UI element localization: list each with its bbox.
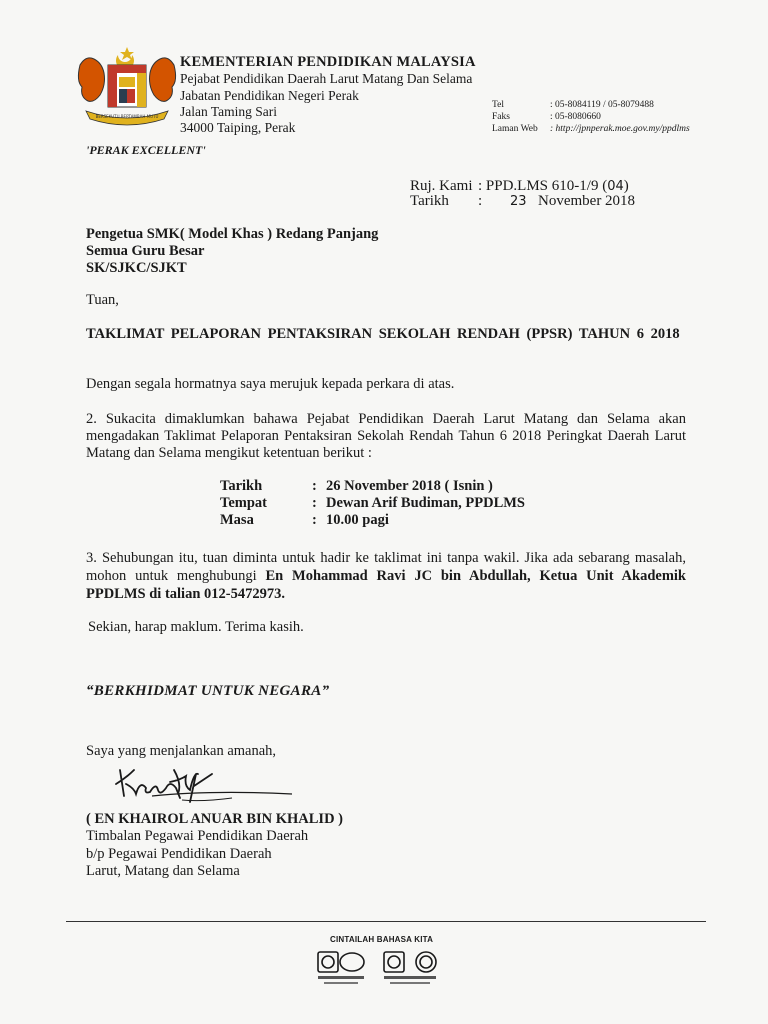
subject: TAKLIMAT PELAPORAN PENTAKSIRAN SEKOLAH RENDAH (PPSR) TAHUN 6 2018 — [86, 326, 680, 342]
salutation: Tuan, — [86, 292, 119, 308]
motto: 'PERAK EXCELLENT' — [86, 143, 206, 157]
signer-name: ( EN KHAIROL ANUAR BIN KHALID ) — [86, 811, 343, 827]
ruj-label: Ruj. Kami — [410, 178, 473, 194]
recipient-line-3: SK/SJKC/SJKT — [86, 260, 187, 276]
contact-web — [492, 124, 690, 134]
contact-person: En Mohammad Ravi JC bin Abdullah, Ketua Unit Akademik PPDLMS di talian 012-5472973. — [86, 568, 686, 602]
office-line-1: Pejabat Pendidikan Daerah Larut Matang Dan Selama — [180, 71, 473, 86]
paragraph-1: Dengan segala hormatnya saya merujuk kepada perkara di atas. — [86, 376, 455, 392]
closing: Sekian, harap maklum. Terima kasih. — [88, 619, 304, 635]
ruj-close: ) — [623, 178, 629, 194]
tarikh-colon: : — [478, 193, 483, 209]
ruj-value: : PPD.LMS 610-1/9 ( — [478, 178, 608, 194]
ruj-handwritten: 04 — [607, 179, 624, 194]
jata-negara-crest-icon — [72, 45, 182, 130]
tarikh-rest: November 2018 — [538, 193, 636, 209]
office-line-4: 34000 Taiping, Perak — [180, 120, 296, 135]
tarikh-label: Tarikh — [410, 193, 449, 209]
detail-key: Masa — [220, 512, 254, 528]
footer-slogan: CINTAILAH BAHASA KITA — [330, 935, 434, 944]
paragraph-3-text: 3. Sehubungan itu, tuan diminta untuk hadir ke taklimat ini tanpa wakil. Jika ada sebarang masalah, mohon untuk menghubungi — [86, 550, 686, 584]
tel-label: Tel — [492, 100, 504, 110]
footer-divider — [66, 921, 706, 922]
ministry-name: KEMENTERIAN PENDIDIKAN MALAYSIA — [180, 54, 476, 70]
recipient-line-2: Semua Guru Besar — [86, 243, 205, 259]
detail-row-masa: Masa : 10.00 pagi — [220, 512, 389, 528]
detail-key: Tarikh — [220, 478, 263, 494]
contact-fax — [492, 112, 601, 122]
web-label: Laman Web — [492, 124, 538, 134]
crest-motto: BERSEKUTU BERTAMBAH MUTU — [95, 114, 159, 119]
fax-value: : 05-8080660 — [550, 112, 601, 122]
signer-title-3: Larut, Matang dan Selama — [86, 863, 240, 879]
certification-logos-icon — [316, 948, 451, 990]
detail-row-tempat: Tempat : Dewan Arif Budiman, PPDLMS — [220, 495, 525, 511]
recipient-line-1: Pengetua SMK( Model Khas ) Redang Panjang — [86, 226, 379, 242]
paragraph-3 — [86, 549, 686, 603]
contact-tel — [492, 100, 654, 110]
fax-label: Faks — [492, 112, 510, 122]
detail-value: Dewan Arif Budiman, PPDLMS — [326, 495, 525, 511]
detail-row-tarikh: Tarikh : 26 November 2018 ( Isnin ) — [220, 478, 493, 494]
paragraph-2: 2. Sukacita dimaklumkan bahawa Pejabat Pendidikan Daerah Larut Matang dan Selama akan mengadakan Taklimat Pelaporan Pentaksiran Sekolah Rendah Tahun 6 2018 Peringkat Daerah Larut Matang dan Selama mengikut ketentuan berikut : — [86, 411, 686, 461]
detail-value: 26 November 2018 ( Isnin ) — [326, 478, 493, 494]
web-value: : http://jpnperak.moe.gov.my/ppdlms — [550, 124, 690, 134]
signature-icon — [112, 762, 302, 810]
detail-value: 10.00 pagi — [326, 512, 389, 528]
office-line-3: Jalan Taming Sari — [180, 104, 278, 119]
slogan: “BERKHIDMAT UNTUK NEGARA” — [86, 683, 330, 699]
signer-title-1: Timbalan Pegawai Pendidikan Daerah — [86, 828, 309, 844]
tel-value: : 05-8084119 / 05-8079488 — [550, 100, 654, 110]
detail-key: Tempat — [220, 495, 267, 511]
ref-tarikh — [410, 193, 635, 210]
amanah-line: Saya yang menjalankan amanah, — [86, 743, 277, 759]
signer-title-2: b/p Pegawai Pendidikan Daerah — [86, 846, 272, 862]
tarikh-day-handwritten: 23 — [510, 194, 527, 209]
office-line-2: Jabatan Pendidikan Negeri Perak — [180, 88, 359, 103]
